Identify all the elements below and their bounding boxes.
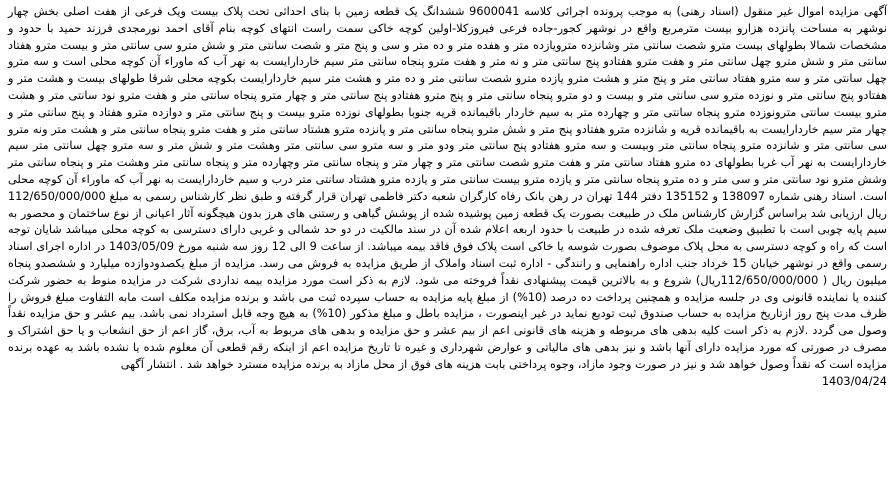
publication-date: 1403/04/24 (821, 374, 887, 388)
notice-body: آگهی مزایده اموال غیر منقول (اسناد رهنی) به موجب پرونده اجرائی کلاسه 9600041 ششدانگ یک قطعه زمین با بنای احداثی تحت پلاک بیست ویک فرعی از هفت اصلی بخش چهار نوشهر به مساحت پانزده هزارو بیست مترمربع واقع در نوشهر کجور-جاده فرعی فیروزکلا-اولین کوچه خاکی سمت راست انتهای کوچه بنام آقای احمد نورمجدی فرزند حمید با حدود و مشخصات شمالا بطولهای بیست مترو شصت سانتی متر وشانزده مترویازده متر و هفده متر و ده متر و سی و پنج متر و شصت سانتی متر و شش مترو سی سانتی متر و بیست مترو هفتاد سانتی متر و شش مترو چهل سانتی متر و هفت مترو هفتادو پنج سانتی متر و نه متر و هفت مترو پنجاه سانتی متر سیم خاردارایست به نهر آب که ماوراء آن کوچه محلی است و سه مترو چهل سانتی متر و سه مترو هفتاد سانتی متر و پنج متر و هشت مترو یازده مترو شصت سانتی متر و ده متر و هشت متر سیم خاردارایست بکوچه محلی شرقا طولهای بیست و هشت متر و هفتادو پنج سانتی متر و نوزده مترو سی سانتی متر و بیست و دو مترو پنجاه سانتی متر و پنج مترو هفتادو پنج سانتی متر و چهار مترو پنجاه سانتی متر و هفت مترو نود سانتی متر و هشت مترو بیست سانتی مترونوزده مترو پنجاه سانتی متر و چهارده متر به سیم خاردار باقیمانده قریه جنوبا بطولهای نوزده مترو بیست و پنج سانتی متر و دوازده مترو هفتاد و پنج سانتی متر و چهار متر سیم خاردارایست به باقیمانده قریه و شانزده مترو هفتادو پنج متر و شش مترو پنجاه سانتی متر و پانزده مترو هشتاد سانتی متر و هفت مترو پنجاه سانتی متر و هشت متر ونه مترو سی سانتی متر و شانزده مترو پنجاه سانتی متر وبیست و سه مترو هفتادو پنج سانتی متر ودو متر و سه مترو سی سانتی متر وهشت متر و شش متر و سه مترو چهل سانتی متر سیم خاردارایست به نهر آب غربا بطولهای ده مترو هفتاد سانتی متر و هفت مترو شصت سانتی متر و چهار متر و پنجاه سانتی متر وچهارده متر و پنجاه سانتی متر وهشت متر و پنجاه سانتی متر وشش مترو نود سانتی متر و سی متر و ده مترو پنجاه سانتی متر و یازده مترو بیست سانتی متر و یازده مترو هشتاد سانتی متر درب و سیم خاردارایست به نهر آب که ماوراء آن کوچه محلی است. اسناد رهنی شماره 138097 و 135152 دفتر 144 تهران در رهن بانک رفاه کارگران شعبه دکتر فاطمی تهران قرار گرفته و طبق نظر کارشناس رسمی به مبلغ 112/650/000/000 ریال ارزیابی شد براساس گزارش کارشناس ملک در طبیعت بصورت یک قطعه زمین پوشیده شده از پوشش گیاهی و رستنی های هرز بدون هیچگونه آثار اعیانی از نوع ساختمان و محصور به سیم پایه چوبی است با تطبیق وضعیت ملک تعرفه شده در طبیعت با حدود اربعه اعلام شده آن در سند مالکیت در دو حد شمالی و غربی دارای دسترسی به کوچه محلی میباشد شایان توجه است که راه و کوچه دسترسی به محل پلاک موصوف بصورت شوسه یا خاکی است پلاک فوق فاقد بیمه میباشد. از ساعت 9 الی 12 روز سه شنبه مورخ 1403/05/09 در اداره اجرای اسناد رسمی واقع در نوشهر خیابان 15 خرداد جنب اداره راهنمایی و رانندگی - اداره ثبت اسناد واملاک از طریق مزایده به فروش می رسد. مزایده از مبلغ یکصدودوازده میلیارد و ششصدو پنجاه میلیون ریال ( 112/650/000/000ریال) شروع و به بالاترین قیمت پیشنهادی نقداً فروخته می شود. لازم به ذکر است مورد مزایده بیمه نداردی شرکت در مزایده منوط به حضور شرکت کننده یا نماینده قانونی وی در جلسه مزایده و همچنین پرداخت ده درصد (10%) از مبلغ پایه مزایده به حساب سپرده ثبت می باشد و برنده مزایده مکلف است مابه التفاوت مبلغ فروش را ظرف مدت پنج روز ازتاریخ مزایده به حساب صندوق ثبت تودیع نماید در غیر اینصورت ، مزایده باطل و مبلغ مذکور (10%) به هیچ وجه قابل استرداد نمی باشد. بیم عشر و حق مزایده نقداً وصول می گردد .لازم به ذکر است کلیه بدهی های مربوطه و هزینه های قانونی اعم از بیم عشر و حق مزایده و بدهی های مربوط به آب، برق، گاز اعم از حق انشعاب و یا حق اشتراک و مصرف در صورتی که مورد مزایده دارای آنها باشد و نیز بدهی های مالیاتی و عوارض شهرداری و غیره تا تاریخ مزایده اعم از اینکه رقم قطعی آن معلوم شده یا نشده باشد به عهده برنده مزایده است که نقداً وصول خواهد شد و نیز در صورت وجود مازاد، وجوه پرداختی بابت هزینه های فوق از محل مازاد به برنده مزایده مسترد خواهد شد . انتشار آگهی (8, 5, 888, 371)
